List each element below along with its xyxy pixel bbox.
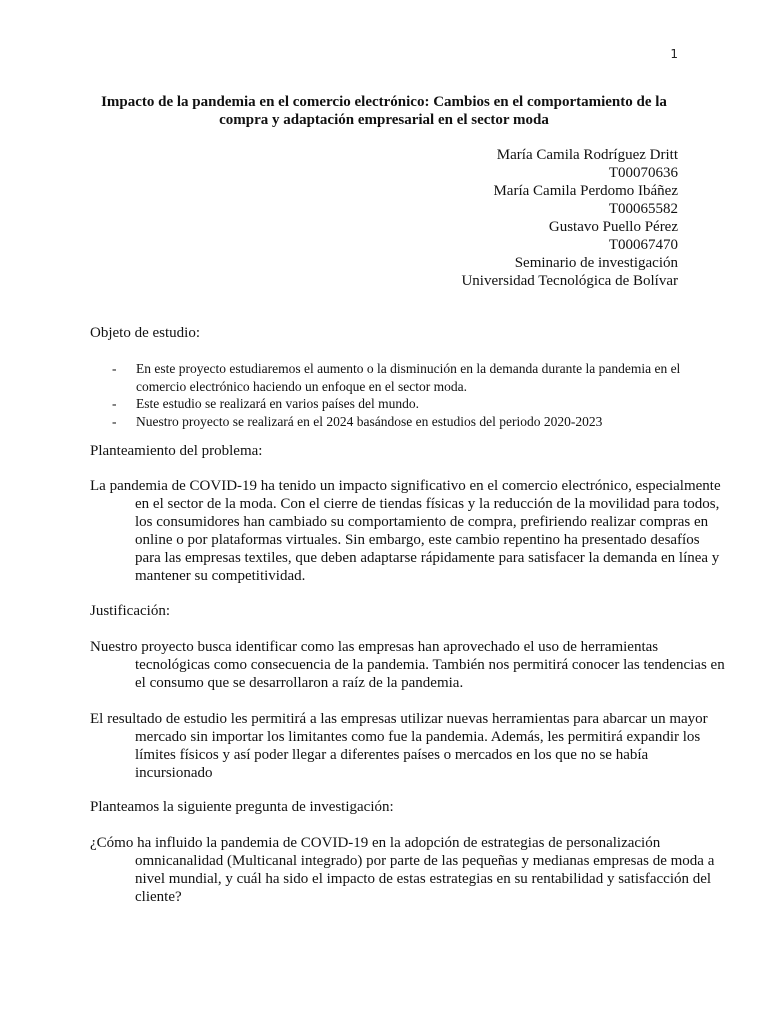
paragraph-justificacion-2: El resultado de estudio les permitirá a las empresas utilizar nuevas herramientas para abarcar un mayor mercado sin importar los limitantes como fue la pandemia. Además, les permitirá expandir los límites físicos y así poder llegar a diferentes países o mercados en los que no se había incursionado (90, 711, 708, 781)
author-block (461, 146, 678, 290)
author-line: Gustavo Puello Pérez (548, 219, 678, 235)
author-line: Universidad Tecnológica de Bolívar (461, 273, 678, 289)
section-heading-objeto: Objeto de estudio: (90, 325, 200, 341)
paragraph-planteamiento: La pandemia de COVID-19 ha tenido un impacto significativo en el comercio electrónico, especialmente en el sector de la moda. Con el cierre de tiendas físicas y la reducción de la movilidad para todos, los consumidores han cambiado su comportamiento de compra, prefiriendo realizar compras en online o por plataformas virtuales. Sin embargo, este cambio repentino ha presentado desafíos para las empresas textiles, que deben adaptarse rápidamente para satisfacer la demanda en línea y mantener su competitividad. (90, 478, 721, 584)
list-item: - En este proyecto estudiaremos el aumento o la disminución en la demanda durante la pandemia en el comercio electrónico haciendo un enfoque en el sector moda. (112, 360, 682, 395)
author-line: T00067470 (608, 237, 678, 253)
objeto-bullet-list (112, 360, 682, 430)
document-title: Impacto de la pandemia en el comercio electrónico: Cambios en el comportamiento de la compra y adaptación empresarial en el sector moda (101, 94, 667, 128)
author-line: T00070636 (608, 165, 678, 181)
section-heading-pregunta: Planteamos la siguiente pregunta de investigación: (90, 799, 394, 815)
paragraph-pregunta: ¿Cómo ha influido la pandemia de COVID-19 en la adopción de estrategias de personalización omnicanalidad (Multicanal integrado) por parte de las pequeñas y medianas empresas de moda a nivel mundial, y cuál ha sido el impacto de estas estrategias en su rentabilidad y satisfacción del cliente? (90, 835, 715, 905)
list-item: - Nuestro proyecto se realizará en el 2024 basándose en estudios del periodo 2020-2023 (112, 413, 682, 431)
list-item: - Este estudio se realizará en varios países del mundo. (112, 395, 682, 413)
author-line: María Camila Perdomo Ibáñez (493, 183, 678, 199)
section-heading-planteamiento: Planteamiento del problema: (90, 443, 263, 459)
section-heading-justificacion: Justificación: (90, 603, 170, 619)
author-line: María Camila Rodríguez Dritt (496, 147, 678, 163)
author-line: Seminario de investigación (514, 255, 678, 271)
paragraph-justificacion-1: Nuestro proyecto busca identificar como las empresas han aprovechado el uso de herramientas tecnológicas como consecuencia de la pandemia. También nos permitirá conocer las tendencias en el consumo que se desarrollaron a raíz de la pandemia. (90, 639, 725, 691)
author-line: T00065582 (608, 201, 678, 217)
page-number: 1 (670, 47, 678, 61)
